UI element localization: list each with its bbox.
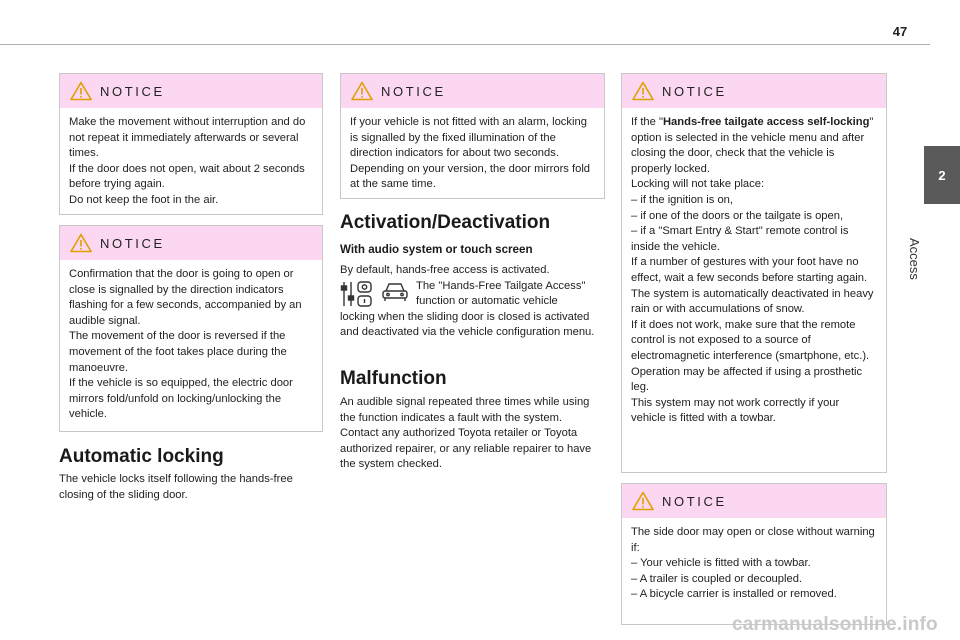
notice-text: – if a "Smart Entry & Start" remote control is inside the vehicle. <box>631 225 849 253</box>
notice-title: NOTICE <box>100 235 165 251</box>
watermark: carmanualsonline.info <box>732 614 938 635</box>
paragraph: locking when the sliding door is closed is activated and deactivated via the vehicle configuration menu. <box>340 310 595 339</box>
notice-text: – A trailer is coupled or decoupled. <box>631 572 803 585</box>
notice-text: – A bicycle carrier is installed or removed. <box>631 588 837 601</box>
text-fragment: If the " <box>631 116 663 128</box>
notice-text: – if one of the doors or the tailgate is open, <box>631 209 844 222</box>
notice-body <box>341 108 604 199</box>
header-divider <box>0 44 930 45</box>
notice-text: Depending on your version, the door mirrors fold at the same time. <box>350 162 591 191</box>
chapter-label: Access <box>907 238 922 280</box>
automatic-locking-text <box>59 472 321 503</box>
notice-text: – if the ignition is on, <box>631 193 733 206</box>
notice-text <box>631 115 877 177</box>
warning-icon <box>351 81 373 101</box>
notice-text: If the vehicle is so equipped, the electric door mirrors fold/unfold on locking/unlocking the vehicle. <box>69 377 293 421</box>
notice-box-4 <box>621 73 887 473</box>
warning-icon <box>632 81 654 101</box>
notice-text: If it does not work, make sure that the remote control is not exposed to a source of electromagnetic interference (smartphone, etc.). <box>631 318 870 362</box>
notice-text: The side door may open or close without warning if: <box>631 526 875 554</box>
notice-text: Make the movement without interruption and do not repeat it immediately afterwards or several times. <box>69 116 306 160</box>
notice-text: Confirmation that the door is going to open or close is signalled by the direction indicators flashing for a few seconds, accompanied by an audible signal. <box>69 268 302 327</box>
notice-text: – Your vehicle is fitted with a towbar. <box>631 557 811 570</box>
warning-icon <box>70 233 92 253</box>
text-fragment: " option is selected in the vehicle menu and after closing the door, check that the vehicle is properly locked. <box>631 116 874 175</box>
paragraph: The vehicle locks itself following the hands-free closing of the sliding door. <box>59 473 293 501</box>
activation-text <box>340 263 604 341</box>
activation-subheading: With audio system or touch screen <box>340 243 533 256</box>
notice-header <box>622 74 886 108</box>
paragraph: The "Hands-Free Tailgate Access" function or automatic vehicle <box>416 279 586 308</box>
notice-header <box>60 226 322 260</box>
notice-box-2 <box>59 225 323 432</box>
warning-icon <box>70 81 92 101</box>
notice-text: Do not keep the foot in the air. <box>69 193 219 206</box>
notice-header <box>341 74 604 108</box>
notice-text: This system may not work correctly if your vehicle is fitted with a towbar. <box>631 396 840 425</box>
car-icon <box>380 279 410 305</box>
notice-text: If the door does not open, wait about 2 seconds before trying again. <box>69 162 305 191</box>
malfunction-text <box>340 395 604 473</box>
notice-box-3 <box>340 73 605 199</box>
notice-header <box>60 74 322 108</box>
notice-title: NOTICE <box>381 83 446 99</box>
notice-header <box>622 484 886 518</box>
notice-text: The movement of the door is reversed if the movement of the foot takes place during the manoeuvre. <box>69 330 287 374</box>
notice-body <box>60 260 322 429</box>
notice-text: If a number of gestures with your foot have no effect, wait a few seconds before starting again. <box>631 256 868 284</box>
notice-body <box>622 108 886 433</box>
notice-text: The system is automatically deactivated in heavy rain or with accumulations of snow. <box>631 287 874 316</box>
notice-body <box>622 518 886 609</box>
chapter-tab[interactable]: 2 <box>924 146 960 204</box>
activation-heading: Activation/Deactivation <box>340 212 551 233</box>
notice-title: NOTICE <box>100 83 165 99</box>
warning-icon <box>632 491 654 511</box>
paragraph: By default, hands-free access is activated. <box>340 264 550 276</box>
notice-title: NOTICE <box>662 493 727 509</box>
notice-text: Locking will not take place: <box>631 178 765 191</box>
paragraph: Contact any authorized Toyota retailer or Toyota authorized repairer, or any reliable repairer to have the system checked. <box>340 427 592 471</box>
page-number: 47 <box>892 24 908 39</box>
malfunction-heading: Malfunction <box>340 368 447 389</box>
settings-sliders-icon <box>340 279 374 309</box>
notice-box-1 <box>59 73 323 215</box>
notice-box-5 <box>621 483 887 625</box>
paragraph: An audible signal repeated three times while using the function indicates a fault with the system. <box>340 396 590 424</box>
notice-text: If your vehicle is not fitted with an alarm, locking is signalled by the fixed illumination of the direction indicators for about two seconds. <box>350 116 587 160</box>
notice-text: Operation may be affected if using a prosthetic leg. <box>631 365 863 394</box>
notice-title: NOTICE <box>662 83 727 99</box>
icon-row <box>340 279 604 310</box>
notice-body <box>60 108 322 215</box>
option-name: Hands-free tailgate access self-locking <box>662 116 870 128</box>
automatic-locking-heading: Automatic locking <box>59 446 224 467</box>
